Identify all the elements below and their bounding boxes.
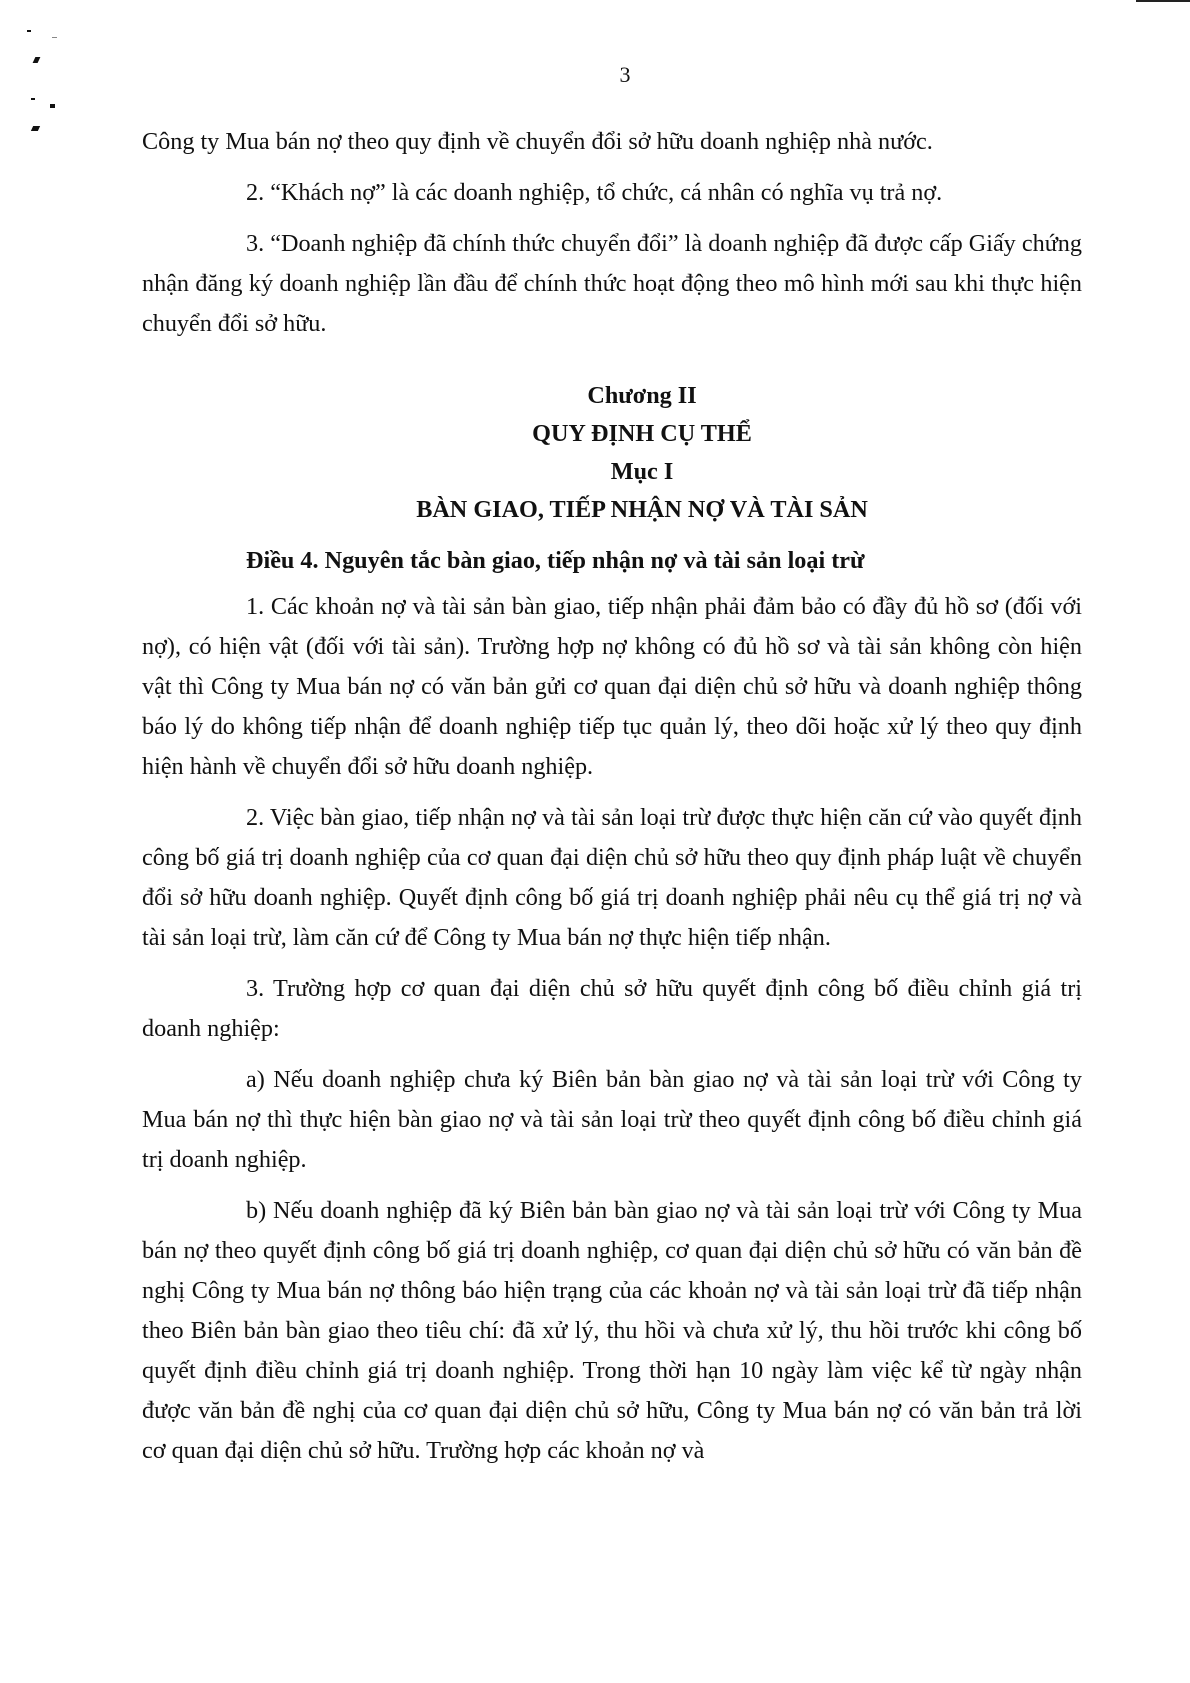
section-title: BÀN GIAO, TIẾP NHẬN NỢ VÀ TÀI SẢN xyxy=(416,496,868,523)
intro-continuation: Công ty Mua bán nợ theo quy định về chuyển đổi sở hữu doanh nghiệp nhà nước. xyxy=(142,128,933,155)
clause-3: 3. Trường hợp cơ quan đại diện chủ sở hữu quyết định công bố điều chỉnh giá trị doanh nghiệp: xyxy=(142,975,1082,1042)
scan-artifact-mark xyxy=(27,30,31,32)
scan-edge-line xyxy=(1136,0,1190,2)
document-body xyxy=(142,122,1082,1482)
scan-artifact-mark xyxy=(31,126,40,131)
definition-3: 3. “Doanh nghiệp đã chính thức chuyển đổi” là doanh nghiệp đã được cấp Giấy chứng nhận đăng ký doanh nghiệp lần đầu để chính thức hoạt động theo mô hình mới sau khi thực hiện chuyển đổi sở hữu. xyxy=(142,230,1082,337)
clause-2: 2. Việc bàn giao, tiếp nhận nợ và tài sản loại trừ được thực hiện căn cứ vào quyết định công bố giá trị doanh nghiệp của cơ quan đại diện chủ sở hữu theo quy định pháp luật về chuyển đổi sở hữu doanh nghiệp. Quyết định công bố giá trị doanh nghiệp phải nêu cụ thể giá trị nợ và tài sản loại trừ, làm căn cứ để Công ty Mua bán nợ thực hiện tiếp nhận. xyxy=(142,804,1082,951)
section-label: Mục I xyxy=(610,458,674,485)
clause-1: 1. Các khoản nợ và tài sản bàn giao, tiếp nhận phải đảm bảo có đầy đủ hồ sơ (đối với nợ), có hiện vật (đối với tài sản). Trường hợp nợ không có đủ hồ sơ và tài sản không còn hiện vật thì Công ty Mua bán nợ có văn bản gửi cơ quan đại diện chủ sở hữu và doanh nghiệp thông báo lý do không tiếp nhận để doanh nghiệp tiếp tục quản lý, theo dõi hoặc xử lý theo quy định hiện hành về chuyển đổi sở hữu doanh nghiệp. xyxy=(142,593,1082,780)
clause-3a: a) Nếu doanh nghiệp chưa ký Biên bản bàn giao nợ và tài sản loại trừ với Công ty Mua bán nợ thì thực hiện bàn giao nợ và tài sản loại trừ theo quyết định công bố điều chỉnh giá trị doanh nghiệp. xyxy=(142,1066,1082,1173)
scan-artifact-mark xyxy=(50,104,55,108)
scan-artifact-mark xyxy=(31,98,35,100)
scan-artifact-mark xyxy=(52,37,57,38)
chapter-title: QUY ĐỊNH CỤ THỂ xyxy=(532,420,752,447)
article-title: Điều 4. Nguyên tắc bàn giao, tiếp nhận nợ và tài sản loại trừ xyxy=(246,547,865,574)
definition-2: 2. “Khách nợ” là các doanh nghiệp, tổ chức, cá nhân có nghĩa vụ trả nợ. xyxy=(246,179,943,206)
page-number: 3 xyxy=(619,62,631,87)
chapter-heading-block xyxy=(142,377,1082,529)
clause-3b: b) Nếu doanh nghiệp đã ký Biên bản bàn giao nợ và tài sản loại trừ với Công ty Mua bán nợ theo quyết định công bố giá trị doanh nghiệp, cơ quan đại diện chủ sở hữu có văn bản đề nghị Công ty Mua bán nợ thông báo hiện trạng của các khoản nợ và tài sản loại trừ đã tiếp nhận theo Biên bản bàn giao theo tiêu chí: đã xử lý, thu hồi và chưa xử lý, thu hồi trước khi công bố quyết định điều chỉnh giá trị doanh nghiệp. Trong thời hạn 10 ngày làm việc kể từ ngày nhận được văn bản đề nghị của cơ quan đại diện chủ sở hữu, Công ty Mua bán nợ có văn bản trả lời cơ quan đại diện chủ sở hữu. Trường hợp các khoản nợ và xyxy=(142,1197,1082,1464)
chapter-label: Chương II xyxy=(587,382,697,409)
